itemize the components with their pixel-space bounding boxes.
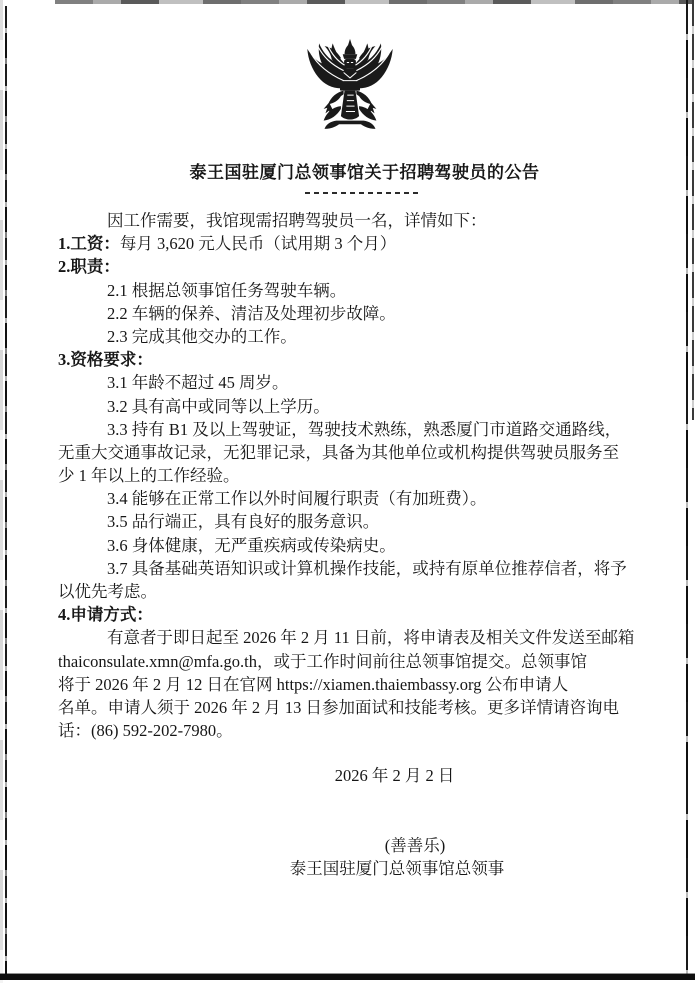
scan-artifact-right-edge <box>686 0 688 979</box>
section-label: 1.工资： <box>58 234 120 254</box>
line-text: 3.1 年龄不超过 45 周岁。 <box>107 373 289 393</box>
line-text: 3.7 具备基础英语知识或计算机操作技能，或持有原单位推荐信者，将予 <box>107 558 627 578</box>
line-text: thaiconsulate.xmn@mfa.go.th，或于工作时间前往总领事馆提交。总领事馆 <box>58 651 587 671</box>
line-text: 3.2 具有高中或同等以上学历。 <box>107 396 330 416</box>
document-line <box>58 557 664 580</box>
line-text: 2.3 完成其他交办的工作。 <box>107 326 297 346</box>
line-text: 3.4 能够在正常工作以外时间履行职责（有加班费）。 <box>107 489 487 509</box>
document-line <box>58 279 664 302</box>
document-line <box>58 603 664 626</box>
line-text: 以优先考虑。 <box>58 582 157 601</box>
garuda-emblem-icon <box>300 37 400 137</box>
document-date: 2026 年 2 月 2 日 <box>334 766 455 785</box>
section-label: 3.资格要求： <box>58 350 153 370</box>
document-line <box>58 418 664 441</box>
document-line <box>58 464 664 487</box>
scan-artifact-bottom-edge <box>0 974 695 980</box>
line-text: 将于 2026 年 2 月 12 日在官网 https://xiamen.thaiembassy.org 公布申请人 <box>58 674 569 694</box>
document-line <box>58 650 664 673</box>
scan-artifact-top-edge <box>55 0 693 4</box>
document-line <box>58 302 664 325</box>
line-text: 名单。申请人须于 2026 年 2 月 13 日参加面试和技能考核。更多详情请咨询电 <box>58 697 619 717</box>
document-line <box>58 348 664 371</box>
line-text: 话：(86) 592-202-7980。 <box>58 721 233 741</box>
document-line <box>58 696 664 719</box>
document-title: 泰王国驻厦门总领事馆关于招聘驾驶员的公告 <box>189 163 540 182</box>
section-label: 2.职责： <box>58 257 120 277</box>
title-separator <box>305 192 418 194</box>
document-line <box>58 255 664 278</box>
document-line <box>58 395 664 418</box>
document-line <box>58 534 664 557</box>
line-text: 2.2 车辆的保养、清洁及处理初步故障。 <box>107 303 396 323</box>
document-line <box>58 371 664 394</box>
document-body-lines <box>58 209 664 742</box>
document-line <box>58 673 664 696</box>
line-text: 每月 3,620 元人民币（试用期 3 个月） <box>119 234 397 254</box>
document-line <box>58 580 664 603</box>
line-text: 少 1 年以上的工作经验。 <box>58 466 240 486</box>
document-line <box>58 719 664 742</box>
document-line <box>58 626 664 649</box>
scan-artifact-right-edge-outer <box>692 0 694 420</box>
section-label: 4.申请方式： <box>58 605 153 625</box>
document-line <box>58 510 664 533</box>
signer-title: 泰王国驻厦门总领事馆总领事 <box>289 859 505 878</box>
line-text: 因工作需要，我馆现需招聘驾驶员一名，详情如下： <box>107 211 487 230</box>
document-line <box>58 441 664 464</box>
line-text: 有意者于即日起至 2026 年 2 月 11 日前，将申请表及相关文件发送至邮箱 <box>107 628 635 648</box>
line-text: 3.6 身体健康，无严重疾病或传染病史。 <box>107 535 396 555</box>
document-line <box>58 209 664 232</box>
line-text: 无重大交通事故记录，无犯罪记录，具备为其他单位或机构提供驾驶员服务至 <box>58 442 619 462</box>
document-line <box>58 325 664 348</box>
line-text: 3.5 品行端正，具有良好的服务意识。 <box>107 512 380 532</box>
signer-name: (善善乐) <box>384 836 446 855</box>
line-text: 3.3 持有 B1 及以上驾驶证，驾驶技术熟练，熟悉厦门市道路交通路线， <box>107 419 622 439</box>
document-line <box>58 487 664 510</box>
document-line <box>58 232 664 255</box>
line-text: 2.1 根据总领事馆任务驾驶车辆。 <box>107 280 347 300</box>
